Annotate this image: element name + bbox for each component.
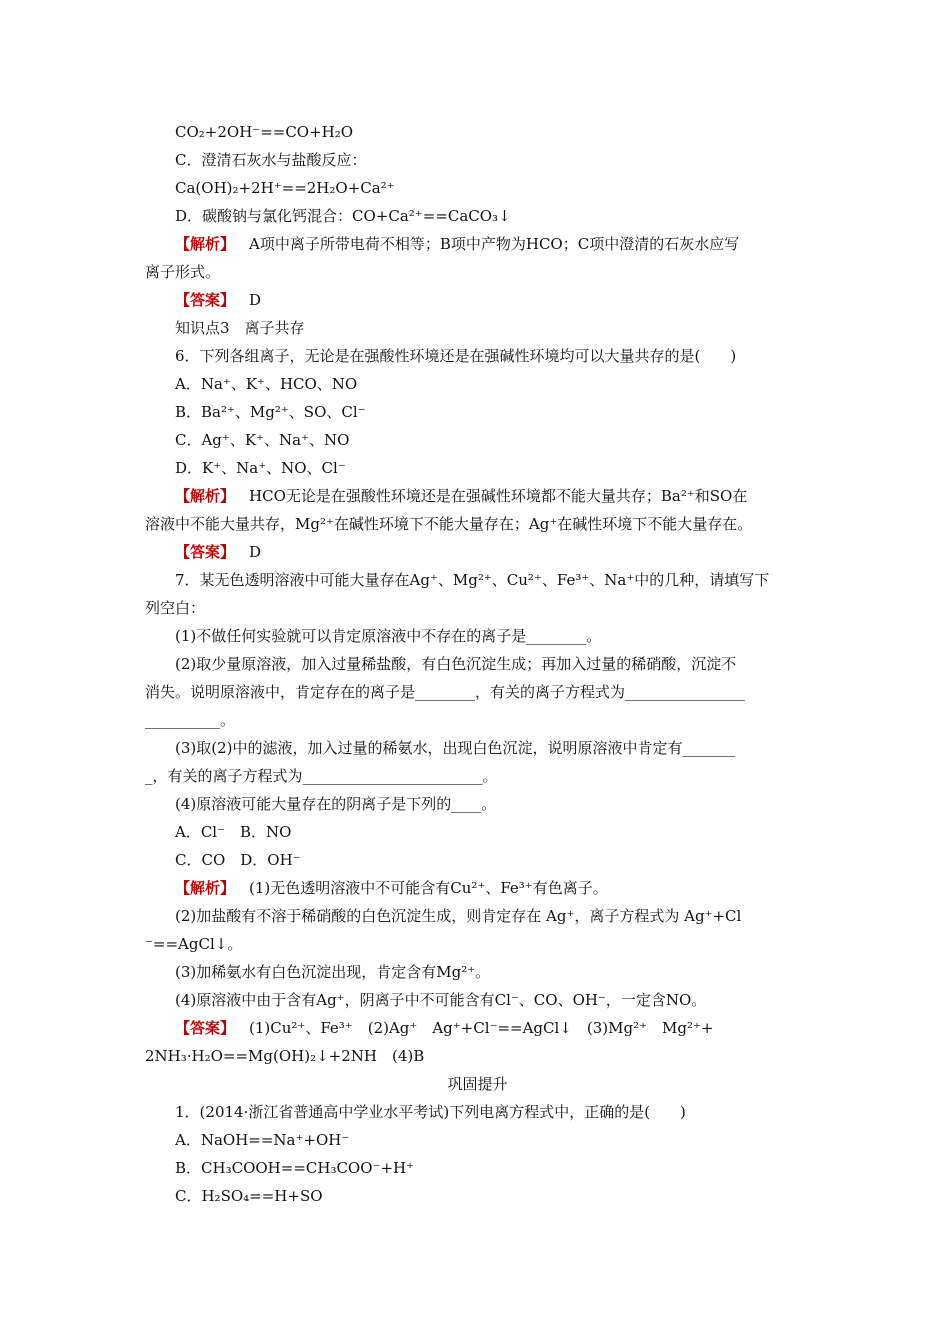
analysis-tag: 【解析】 [175,487,236,505]
option-line: C．CO D．OH⁻ [175,851,301,869]
question-1: 1．(2014·浙江省普通高中学业水平考试)下列电离方程式中，正确的是( ) [175,1103,686,1121]
analysis-text: (1)无色透明溶液中不可能含有Cu²⁺、Fe³⁺有色离子。 [249,879,608,897]
answer-tag: 【答案】 [175,543,236,561]
answer-text: D [249,543,262,561]
answer-tag: 【答案】 [175,291,236,309]
question-7-continuation: 列空白： [145,599,206,617]
analysis-line [175,874,810,902]
answer-line [175,286,810,314]
analysis-line: (3)加稀氨水有白色沉淀出现，肯定含有Mg²⁺。 [175,963,491,981]
sub-question-3-continuation: _，有关的离子方程式为________________________。 [145,767,498,785]
answer-text: D [249,291,262,309]
sub-question-2-continuation: 消失。说明原溶液中，肯定存在的离子是________，有关的离子方程式为________________ [145,683,746,701]
option-a: A．NaOH==Na⁺+OH⁻ [175,1131,350,1149]
analysis-continuation: ⁻==AgCl↓。 [145,935,243,953]
option-b: B．CH₃COOH==CH₃COO⁻+H⁺ [175,1159,415,1177]
analysis-continuation: 溶液中不能大量共存，Mg²⁺在碱性环境下不能大量存在；Ag⁺在碱性环境下不能大量存在。 [145,515,753,533]
sub-question-1: (1)不做任何实验就可以肯定原溶液中不存在的离子是________。 [175,627,602,645]
sub-question-2-continuation: __________。 [145,711,236,729]
equation-line: CO₂+2OH⁻==CO+H₂O [175,123,354,141]
analysis-line [175,482,810,510]
option-b: B．Ba²⁺、Mg²⁺、SO、Cl⁻ [175,403,366,421]
equation-line: Ca(OH)₂+2H⁺==2H₂O+Ca²⁺ [175,179,395,197]
option-a: A．Na⁺、K⁺、HCO、NO [175,375,358,393]
option-d: D．碳酸钠与氯化钙混合：CO+Ca²⁺==CaCO₃↓ [175,207,511,225]
option-c: C．Ag⁺、K⁺、Na⁺、NO [175,431,350,449]
section-heading: 知识点3 离子共存 [175,319,305,337]
sub-question-4: (4)原溶液可能大量存在的阴离子是下列的____。 [175,795,497,813]
answer-line [175,538,810,566]
analysis-text: HCO无论是在强酸性环境还是在强碱性环境都不能大量共存；Ba²⁺和SO在 [249,487,748,505]
option-c: C．H₂SO₄==H+SO [175,1187,323,1205]
analysis-tag: 【解析】 [175,235,236,253]
question-7: 7．某无色透明溶液中可能大量存在Ag⁺、Mg²⁺、Cu²⁺、Fe³⁺、Na⁺中的几种，请填写下 [175,571,770,589]
analysis-tag: 【解析】 [175,879,236,897]
analysis-line: (4)原溶液中由于含有Ag⁺，阴离子中不可能含有Cl⁻、CO、OH⁻，一定含NO。 [175,991,707,1009]
option-c: C．澄清石灰水与盐酸反应： [175,151,367,169]
section-title: 巩固提升 [447,1075,508,1093]
answer-line [175,1014,810,1042]
analysis-text: A项中离子所带电荷不相等；B项中产物为HCO；C项中澄清的石灰水应写 [249,235,740,253]
analysis-continuation: 离子形式。 [145,263,221,281]
answer-text: (1)Cu²⁺、Fe³⁺ (2)Ag⁺ Ag⁺+Cl⁻==AgCl↓ (3)Mg²⁺ Mg²⁺+ [249,1019,714,1037]
option-line: A．Cl⁻ B．NO [175,823,292,841]
sub-question-3: (3)取(2)中的滤液，加入过量的稀氨水，出现白色沉淀，说明原溶液中肯定有_______ [175,739,735,757]
answer-tag: 【答案】 [175,1019,236,1037]
answer-continuation: 2NH₃·H₂O==Mg(OH)₂↓+2NH (4)B [145,1047,425,1065]
analysis-line: (2)加盐酸有不溶于稀硝酸的白色沉淀生成，则肯定存在 Ag⁺，离子方程式为 Ag⁺+Cl [175,907,742,925]
question-6: 6．下列各组离子，无论是在强酸性环境还是在强碱性环境均可以大量共存的是( ) [175,347,737,365]
analysis-line [175,230,810,258]
option-d: D．K⁺、Na⁺、NO、Cl⁻ [175,459,346,477]
sub-question-2: (2)取少量原溶液，加入过量稀盐酸，有白色沉淀生成；再加入过量的稀硝酸，沉淀不 [175,655,737,673]
